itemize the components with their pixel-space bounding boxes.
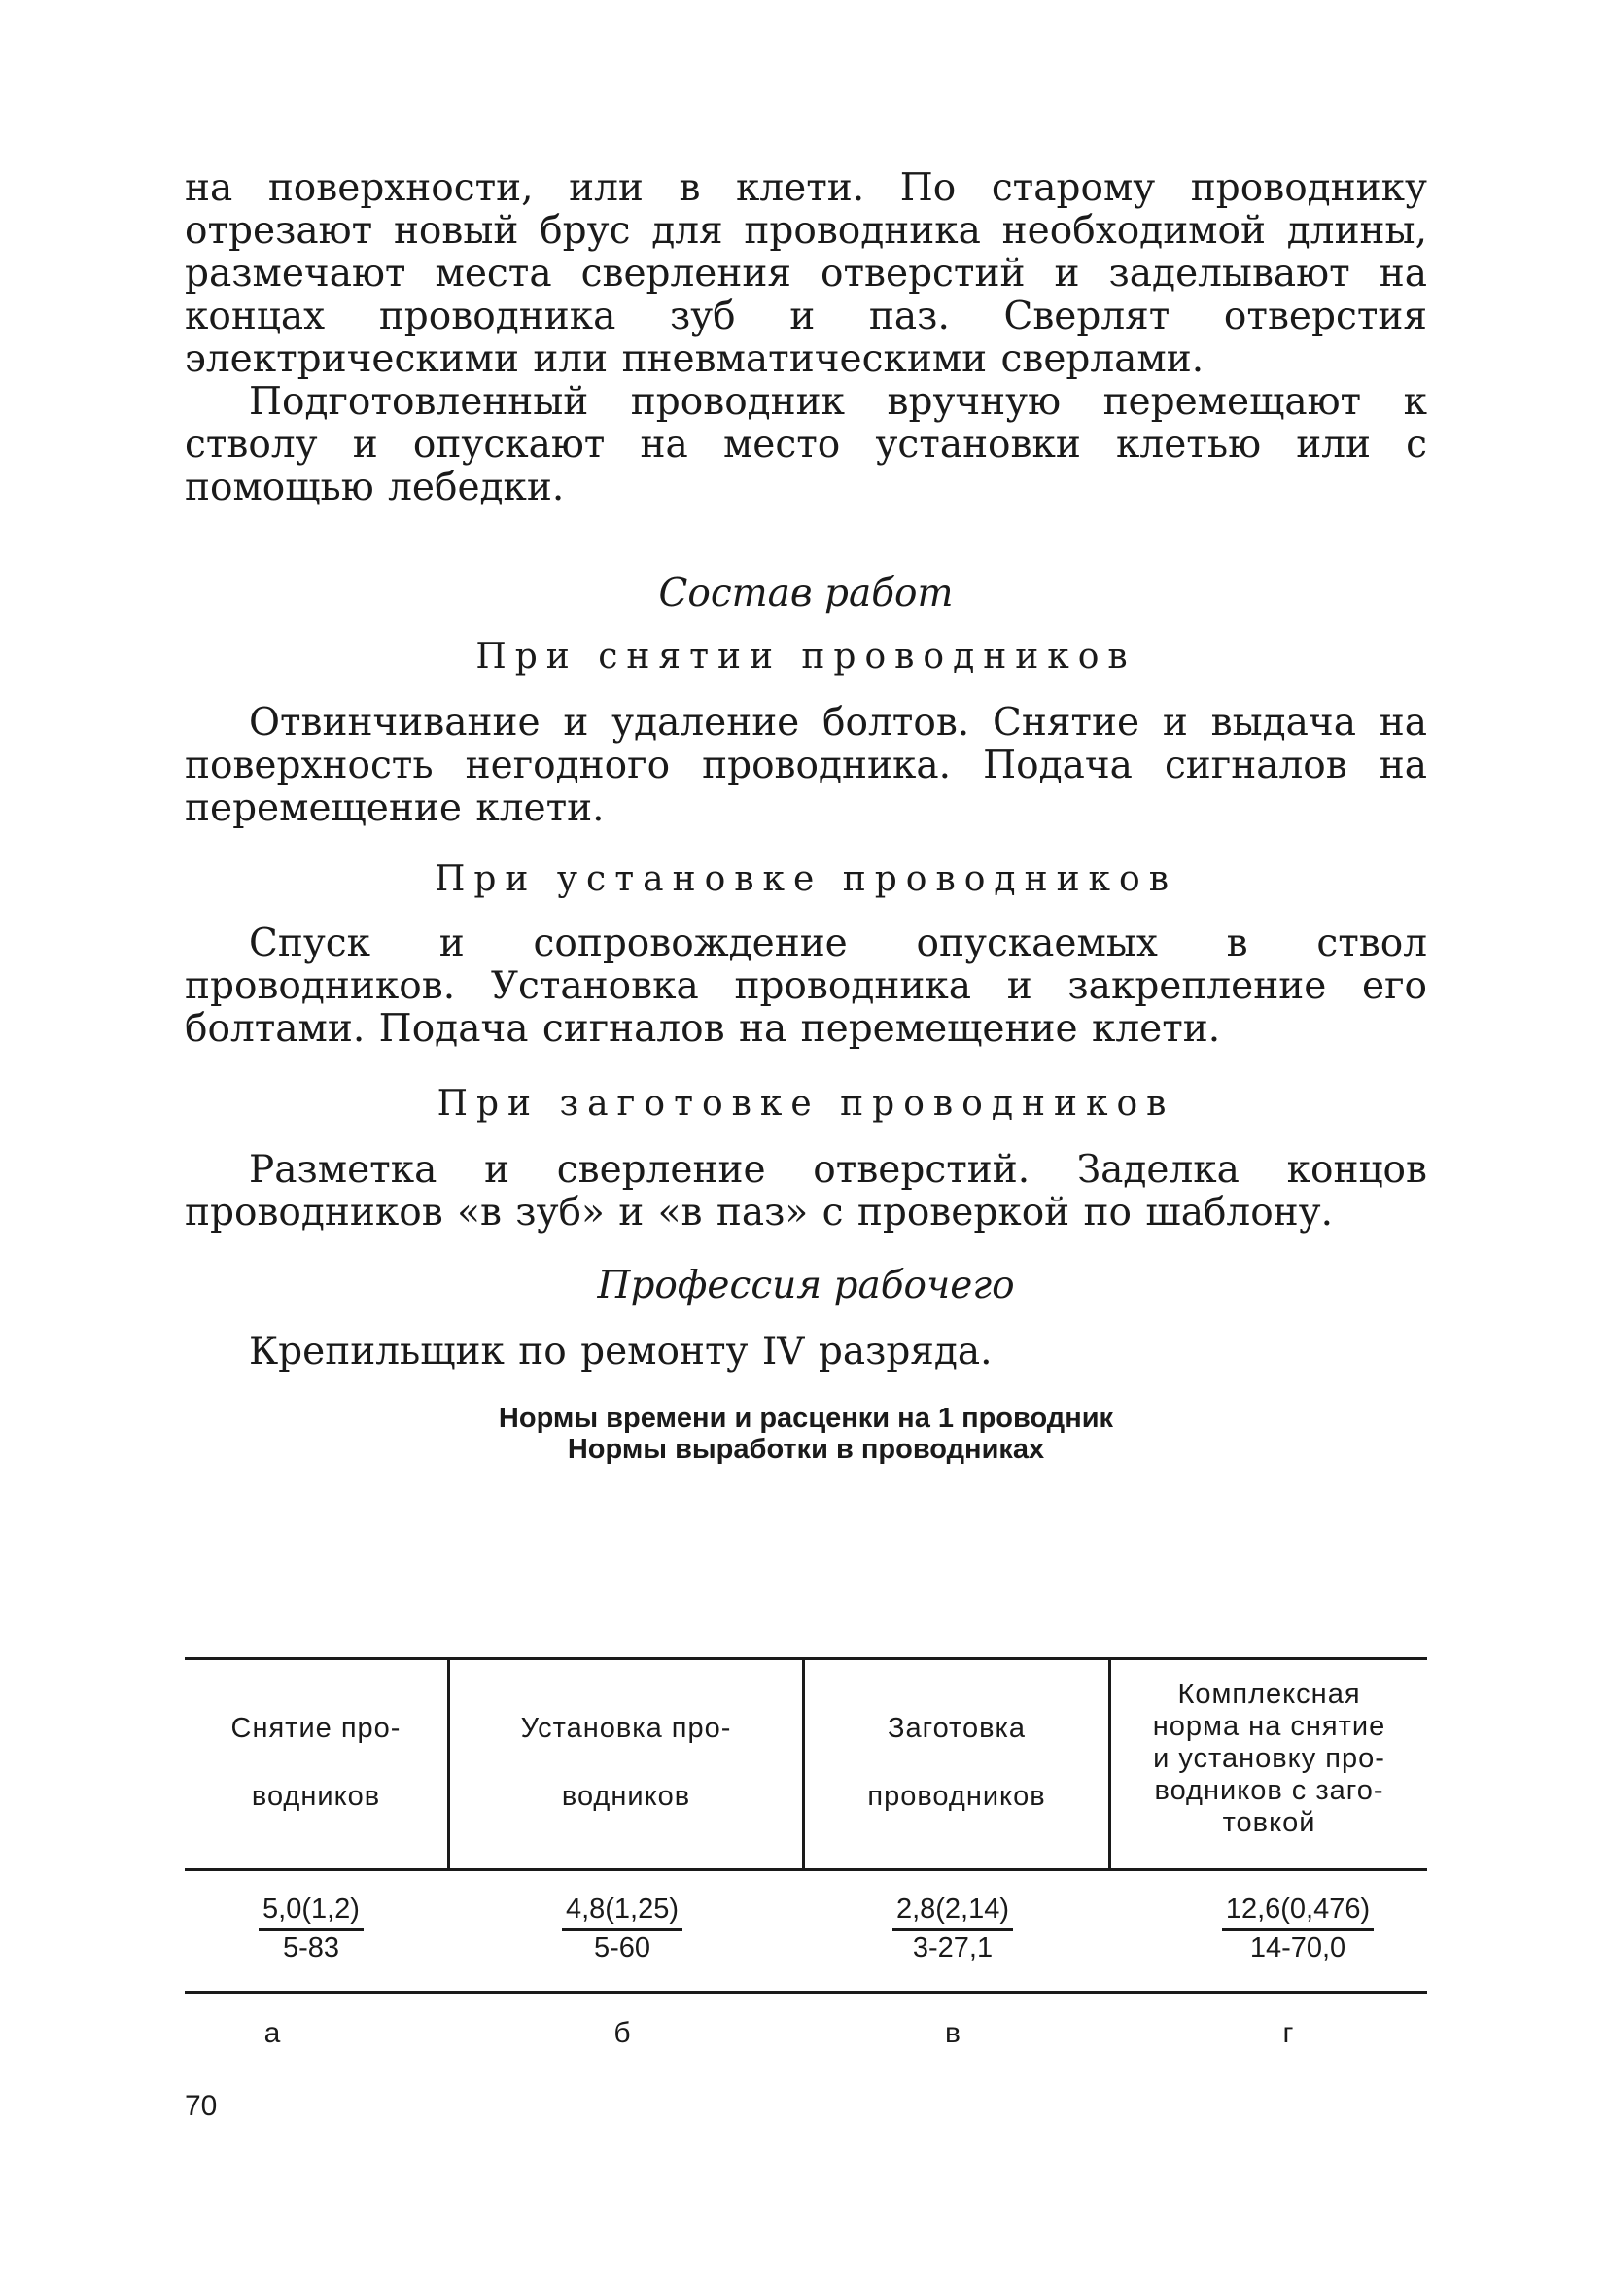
cell-complex-norm-value: 12,6(0,476) [1222, 1893, 1374, 1931]
paragraph-continuation: на поверхности, или в клети. По старому проводнику отрезают новый брус для проводника необходимой длины, размечают места сверления отверстий и заделывают на концах проводника зуб и паз. Сверлят отверстия электрическими или пневматическими сверлами. [185, 166, 1427, 381]
cell-complex-norm [1186, 1893, 1410, 1965]
cell-installation [515, 1893, 729, 1965]
header-complex-line3: и установку про- [1153, 1743, 1385, 1774]
paragraph-installation: Спуск и сопровождение опускаемых в ствол проводников. Установка проводника и закрепление его болтами. Подача сигналов на перемещение клети. [185, 922, 1427, 1051]
page-number: 70 [185, 2090, 218, 2122]
header-preparation-line1: Заготовка [887, 1713, 1027, 1744]
header-installation-line2: водников [561, 1781, 691, 1812]
table-top-rule [185, 1657, 1427, 1660]
header-complex-line4: водников с заго- [1154, 1775, 1384, 1806]
header-complex-line2: норма на снятие [1152, 1711, 1386, 1742]
column-letter-b: б [613, 2017, 631, 2049]
column-letter-g: г [1282, 2017, 1294, 2049]
header-removal-line1: Снятие про- [230, 1713, 402, 1744]
header-complex-line5: товкой [1222, 1807, 1316, 1838]
paragraph-removal: Отвинчивание и удаление болтов. Снятие и выдача на поверхность негодного проводника. Подача сигналов на перемещение клети. [185, 701, 1427, 830]
page-body [185, 167, 1427, 1465]
header-complex-line1: Комплексная [1177, 1679, 1361, 1710]
subheading-removal: При снятии проводников [475, 637, 1136, 677]
paragraph-prepared-guide: Подготовленный проводник вручную перемещают к стволу и опускают на место установки клетью или с помощью лебедки. [185, 380, 1427, 509]
cell-preparation-norm: 2,8(2,14) [892, 1893, 1013, 1931]
header-preparation [805, 1712, 1108, 1813]
column-letter-a: а [263, 2017, 281, 2049]
subheading-preparation: При заготовке проводников [437, 1084, 1175, 1124]
header-removal-line2: водников [251, 1781, 381, 1812]
cell-installation-output: 5-60 [593, 1932, 651, 1964]
profession-text: Крепильщик по ремонту IV разряда. [249, 1330, 993, 1374]
table-bottom-rule [185, 1991, 1427, 1994]
header-installation-line1: Установка про- [520, 1713, 732, 1744]
cell-complex-output: 14-70,0 [1249, 1932, 1346, 1964]
header-complex-norm [1111, 1679, 1427, 1839]
cell-preparation-output: 3-27,1 [912, 1932, 994, 1964]
cell-removal-norm: 5,0(1,2) [259, 1893, 364, 1931]
profession-title: Профессия рабочего [597, 1264, 1015, 1307]
table-title-line2: Нормы выработки в проводниках [567, 1434, 1045, 1465]
table-header-rule [185, 1868, 1427, 1871]
cell-installation-norm: 4,8(1,25) [562, 1893, 682, 1931]
table-title-line1: Нормы времени и расценки на 1 проводник [498, 1403, 1114, 1434]
header-preparation-line2: проводников [867, 1781, 1046, 1812]
header-removal [185, 1712, 447, 1813]
subheading-installation: При установке проводников [434, 859, 1178, 899]
cell-preparation [856, 1893, 1050, 1965]
cell-removal-output: 5-83 [282, 1932, 340, 1964]
paragraph-preparation: Разметка и сверление отверстий. Заделка концов проводников «в зуб» и «в паз» с проверкой по шаблону. [185, 1148, 1427, 1235]
column-letter-v: в [945, 2017, 961, 2049]
section-title: Состав работ [658, 572, 954, 615]
cell-removal [214, 1893, 408, 1965]
header-installation [450, 1712, 802, 1813]
